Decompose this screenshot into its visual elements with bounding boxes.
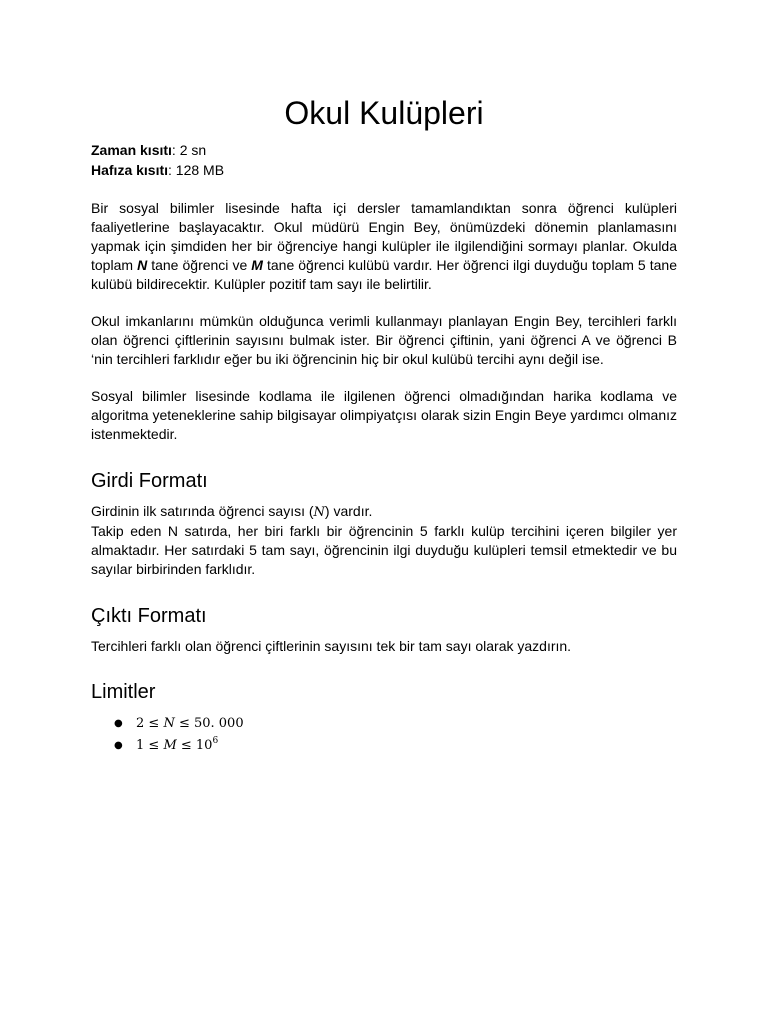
output-format-heading: Çıktı Formatı — [91, 605, 207, 627]
story-text: tane öğrenci ve — [147, 257, 252, 273]
limit-formula — [136, 736, 218, 755]
bullet-icon: ● — [114, 740, 123, 751]
memory-limit-line — [91, 160, 224, 180]
limit-lower: 2 ≤ — [136, 716, 164, 731]
input-format-heading: Girdi Formatı — [91, 470, 208, 492]
limit-item-m — [91, 736, 677, 755]
story-text: Bir sosyal bilimler lisesinde hafta içi dersler tamamlandıktan sonra öğrenci kulüpleri faaliyetlerine başlayacaktır. Okul müdürü Engin Bey, önümüzdeki dönemin planlamasını yapmak için şimdiden her bir öğrenciye hangi kulüpler ile ilgilendiğini sormayı planlar. Okulda toplam — [91, 200, 677, 273]
limits-heading: Limitler — [91, 681, 156, 703]
bullet-icon: ● — [114, 718, 123, 729]
time-limit-line — [91, 140, 206, 160]
output-format-text: Tercihleri farklı olan öğrenci çiftlerinin sayısını tek bir tam sayı olarak yazdırın. — [91, 638, 572, 654]
input-text: ) vardır. — [324, 503, 373, 519]
variable-n: N — [137, 257, 148, 273]
limit-exponent: 6 — [212, 736, 219, 746]
time-limit-value: : 2 sn — [171, 142, 207, 158]
story-paragraph-2: Okul imkanlarını mümkün olduğunca verimli kullanmayı planlayan Engin Bey, tercihleri farklı olan öğrenci çiftlerinin sayısını bulmak ister. Bir öğrenci çiftinin, yani öğrenci A ve öğrenci B ‘nin tercihleri farklıdır eğer bu iki öğrencinin hiç bir okul kulübü tercihi aynı değil ise. — [91, 313, 677, 367]
limit-formula — [136, 714, 244, 733]
memory-limit-label: Hafıza kısıtı — [91, 162, 169, 178]
limit-lower: 1 ≤ — [136, 738, 164, 753]
limit-item-n — [91, 714, 677, 733]
page-title: Okul Kulüpleri — [284, 95, 484, 131]
input-format-line-2: Takip eden N satırda, her biri farklı bir öğrencinin 5 farklı kulüp tercihini içeren bilgiler yer almaktadır. Her satırdaki 5 tam sayı, öğrencinin ilgi duyduğu kulüpleri temsil etmektedir ve bu sayılar birbirinden farklıdır. — [91, 523, 677, 577]
memory-limit-value: : 128 MB — [168, 162, 225, 178]
variable-m: M — [251, 257, 263, 273]
limit-variable: N — [163, 716, 175, 731]
limits-list — [91, 714, 677, 758]
limit-upper: ≤ 10 — [176, 738, 213, 753]
limit-variable: M — [163, 738, 177, 753]
story-text: tane öğrenci kulübü vardır. Her öğrenci ilgi duyduğu toplam 5 tane kulübü bildirecektir. Kulüpler pozitif tam sayı ile belirtilir. — [91, 257, 677, 292]
time-limit-label: Zaman kısıtı — [91, 142, 172, 158]
input-format-line-1 — [91, 502, 677, 522]
story-paragraph-3: Sosyal bilimler lisesinde kodlama ile ilgilenen öğrenci olmadığından harika kodlama ve algoritma yeteneklerine sahip bilgisayar olimpiyatçısı olarak sizin Engin Beye yardımcı olmanız istenmektedir. — [91, 388, 677, 442]
variable-n: N — [313, 505, 325, 520]
input-text: Girdinin ilk satırında öğrenci sayısı ( — [91, 503, 314, 519]
story-paragraph-1 — [91, 199, 677, 294]
limit-upper: ≤ 50. 000 — [174, 716, 244, 731]
